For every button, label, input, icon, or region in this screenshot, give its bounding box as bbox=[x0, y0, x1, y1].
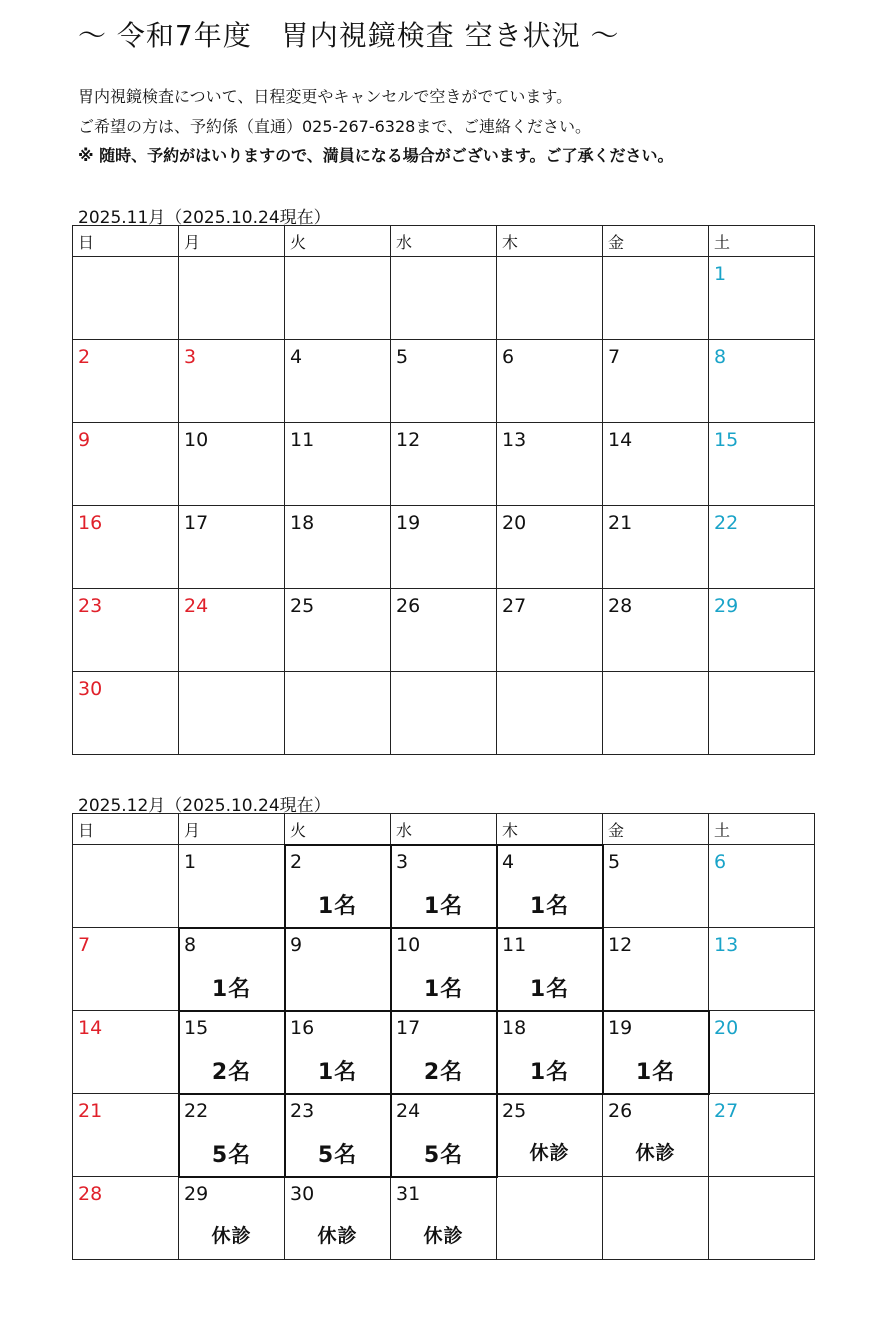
day-number: 11 bbox=[502, 934, 527, 956]
calendar-day-cell bbox=[285, 1177, 391, 1260]
weekday-header: 火 bbox=[285, 226, 391, 257]
calendar-day-cell bbox=[709, 1177, 815, 1260]
calendar-day-cell bbox=[73, 1094, 179, 1177]
weekday-header: 木 bbox=[497, 226, 603, 257]
day-number: 4 bbox=[502, 851, 515, 873]
weekday-header: 水 bbox=[391, 814, 497, 845]
calendar-day-cell bbox=[603, 257, 709, 340]
calendar-day-cell bbox=[709, 257, 815, 340]
day-number: 24 bbox=[184, 595, 209, 617]
calendar-november-caption: 2025.11月（2025.10.24現在） bbox=[78, 208, 331, 228]
calendar-day-cell bbox=[179, 589, 285, 672]
calendar-week-row bbox=[73, 672, 815, 755]
weekday-header: 日 bbox=[73, 814, 179, 845]
calendar-day-cell bbox=[603, 672, 709, 755]
calendar-day-cell bbox=[709, 1011, 815, 1094]
weekday-header: 金 bbox=[603, 814, 709, 845]
calendar-day-cell bbox=[179, 257, 285, 340]
weekday-header: 土 bbox=[709, 226, 815, 257]
calendar-day-cell bbox=[285, 845, 391, 928]
closed-label: 休診 bbox=[529, 1142, 570, 1164]
calendar-day-cell bbox=[285, 1094, 391, 1177]
calendar-day-cell bbox=[497, 1011, 603, 1094]
weekday-header: 金 bbox=[603, 226, 709, 257]
calendar-day-cell bbox=[285, 928, 391, 1011]
calendar-week-row bbox=[73, 506, 815, 589]
day-number: 21 bbox=[608, 512, 633, 534]
calendar-day-cell bbox=[179, 845, 285, 928]
day-number: 16 bbox=[78, 512, 103, 534]
calendar-day-cell bbox=[179, 672, 285, 755]
weekday-header: 月 bbox=[179, 814, 285, 845]
day-number: 3 bbox=[396, 851, 409, 873]
calendar-day-cell bbox=[391, 1094, 497, 1177]
day-number: 10 bbox=[184, 429, 209, 451]
available-slots: 1名 bbox=[317, 1060, 358, 1085]
calendar-november bbox=[72, 225, 815, 755]
calendar-day-cell bbox=[285, 340, 391, 423]
weekday-header-row bbox=[73, 226, 815, 257]
notice-line-2: ご希望の方は、予約係（直通）025-267-6328まで、ご連絡ください。 bbox=[78, 117, 592, 136]
day-number: 26 bbox=[396, 595, 421, 617]
day-number: 22 bbox=[184, 1100, 209, 1122]
available-slots: 5名 bbox=[423, 1143, 464, 1168]
weekday-header: 月 bbox=[179, 226, 285, 257]
calendar-week-row bbox=[73, 257, 815, 340]
calendar-day-cell bbox=[73, 589, 179, 672]
day-number: 5 bbox=[608, 851, 621, 873]
calendar-day-cell bbox=[285, 506, 391, 589]
day-number: 2 bbox=[290, 851, 303, 873]
weekday-header-row bbox=[73, 814, 815, 845]
day-number: 28 bbox=[608, 595, 633, 617]
day-number: 19 bbox=[396, 512, 421, 534]
calendar-day-cell bbox=[497, 845, 603, 928]
day-number: 1 bbox=[184, 851, 197, 873]
calendar-day-cell bbox=[179, 340, 285, 423]
calendar-day-cell bbox=[709, 845, 815, 928]
day-number: 6 bbox=[714, 851, 727, 873]
calendar-week-row bbox=[73, 589, 815, 672]
calendar-week-row bbox=[73, 1177, 815, 1260]
day-number: 17 bbox=[184, 512, 209, 534]
day-number: 10 bbox=[396, 934, 421, 956]
calendar-day-cell bbox=[709, 589, 815, 672]
calendar-day-cell bbox=[391, 1011, 497, 1094]
calendar-day-cell bbox=[285, 257, 391, 340]
calendar-week-row bbox=[73, 423, 815, 506]
weekday-header: 水 bbox=[391, 226, 497, 257]
calendar-day-cell bbox=[73, 928, 179, 1011]
calendar-day-cell bbox=[179, 1011, 285, 1094]
weekday-header: 土 bbox=[709, 814, 815, 845]
calendar-day-cell bbox=[603, 928, 709, 1011]
day-number: 20 bbox=[714, 1017, 739, 1039]
calendar-day-cell bbox=[391, 340, 497, 423]
calendar-day-cell bbox=[603, 1177, 709, 1260]
day-number: 15 bbox=[714, 429, 739, 451]
available-slots: 1名 bbox=[529, 1060, 570, 1085]
calendar-day-cell bbox=[709, 1094, 815, 1177]
calendar-day-cell bbox=[497, 672, 603, 755]
weekday-header: 火 bbox=[285, 814, 391, 845]
day-number: 11 bbox=[290, 429, 315, 451]
day-number: 7 bbox=[608, 346, 621, 368]
calendar-day-cell bbox=[73, 257, 179, 340]
calendar-day-cell bbox=[391, 1177, 497, 1260]
weekday-header: 木 bbox=[497, 814, 603, 845]
weekday-header: 日 bbox=[73, 226, 179, 257]
calendar-week-row bbox=[73, 1011, 815, 1094]
calendar-day-cell bbox=[603, 845, 709, 928]
available-slots: 1名 bbox=[211, 977, 252, 1002]
day-number: 9 bbox=[290, 934, 303, 956]
day-number: 29 bbox=[714, 595, 739, 617]
calendar-day-cell bbox=[603, 423, 709, 506]
day-number: 31 bbox=[396, 1183, 421, 1205]
day-number: 20 bbox=[502, 512, 527, 534]
calendar-day-cell bbox=[709, 506, 815, 589]
calendar-december-caption: 2025.12月（2025.10.24現在） bbox=[78, 796, 331, 816]
calendar-day-cell bbox=[709, 423, 815, 506]
day-number: 26 bbox=[608, 1100, 633, 1122]
day-number: 2 bbox=[78, 346, 91, 368]
calendar-day-cell bbox=[391, 672, 497, 755]
calendar-day-cell bbox=[285, 1011, 391, 1094]
day-number: 25 bbox=[502, 1100, 527, 1122]
calendar-day-cell bbox=[285, 589, 391, 672]
day-number: 3 bbox=[184, 346, 197, 368]
calendar-day-cell bbox=[497, 928, 603, 1011]
day-number: 14 bbox=[608, 429, 633, 451]
calendar-day-cell bbox=[709, 672, 815, 755]
day-number: 18 bbox=[290, 512, 315, 534]
day-number: 28 bbox=[78, 1183, 103, 1205]
day-number: 21 bbox=[78, 1100, 103, 1122]
calendar-day-cell bbox=[603, 506, 709, 589]
calendar-day-cell bbox=[73, 423, 179, 506]
day-number: 4 bbox=[290, 346, 303, 368]
calendar-day-cell bbox=[73, 1011, 179, 1094]
day-number: 8 bbox=[184, 934, 197, 956]
day-number: 27 bbox=[502, 595, 527, 617]
day-number: 18 bbox=[502, 1017, 527, 1039]
day-number: 13 bbox=[714, 934, 739, 956]
calendar-day-cell bbox=[497, 506, 603, 589]
day-number: 17 bbox=[396, 1017, 421, 1039]
available-slots: 1名 bbox=[635, 1060, 676, 1085]
notice-line-1: 胃内視鏡検査について、日程変更やキャンセルで空きがでています。 bbox=[78, 87, 573, 106]
calendar-day-cell bbox=[497, 1094, 603, 1177]
calendar-day-cell bbox=[73, 340, 179, 423]
available-slots: 2名 bbox=[211, 1060, 252, 1085]
calendar-day-cell bbox=[391, 589, 497, 672]
calendar-day-cell bbox=[497, 257, 603, 340]
calendar-day-cell bbox=[391, 845, 497, 928]
day-number: 30 bbox=[78, 678, 103, 700]
calendar-day-cell bbox=[73, 1177, 179, 1260]
closed-label: 休診 bbox=[423, 1225, 464, 1247]
closed-label: 休診 bbox=[317, 1225, 358, 1247]
calendar-day-cell bbox=[497, 1177, 603, 1260]
closed-label: 休診 bbox=[635, 1142, 676, 1164]
calendar-day-cell bbox=[179, 1094, 285, 1177]
calendar-day-cell bbox=[391, 928, 497, 1011]
calendar-week-row bbox=[73, 340, 815, 423]
day-number: 6 bbox=[502, 346, 515, 368]
day-number: 23 bbox=[78, 595, 103, 617]
calendar-day-cell bbox=[285, 423, 391, 506]
day-number: 30 bbox=[290, 1183, 315, 1205]
calendar-week-row bbox=[73, 845, 815, 928]
available-slots: 5名 bbox=[317, 1143, 358, 1168]
day-number: 23 bbox=[290, 1100, 315, 1122]
available-slots: 1名 bbox=[529, 894, 570, 919]
day-number: 27 bbox=[714, 1100, 739, 1122]
day-number: 1 bbox=[714, 263, 727, 285]
closed-label: 休診 bbox=[211, 1225, 252, 1247]
calendar-day-cell bbox=[73, 506, 179, 589]
calendar-day-cell bbox=[603, 1094, 709, 1177]
day-number: 13 bbox=[502, 429, 527, 451]
calendar-day-cell bbox=[497, 340, 603, 423]
calendar-day-cell bbox=[73, 845, 179, 928]
day-number: 14 bbox=[78, 1017, 103, 1039]
notice-warning: ※ 随時、予約がはいりますので、満員になる場合がございます。ご了承ください。 bbox=[78, 146, 674, 165]
calendar-day-cell bbox=[179, 423, 285, 506]
calendar-day-cell bbox=[603, 340, 709, 423]
day-number: 5 bbox=[396, 346, 409, 368]
page-title: ～ 令和7年度 胃内視鏡検査 空き状況 ～ bbox=[78, 19, 620, 52]
calendar-week-row bbox=[73, 928, 815, 1011]
day-number: 8 bbox=[714, 346, 727, 368]
calendar-day-cell bbox=[179, 1177, 285, 1260]
day-number: 16 bbox=[290, 1017, 315, 1039]
calendar-day-cell bbox=[391, 423, 497, 506]
available-slots: 1名 bbox=[529, 977, 570, 1002]
calendar-day-cell bbox=[179, 506, 285, 589]
calendar-day-cell bbox=[497, 423, 603, 506]
day-number: 24 bbox=[396, 1100, 421, 1122]
day-number: 12 bbox=[608, 934, 633, 956]
day-number: 12 bbox=[396, 429, 421, 451]
day-number: 25 bbox=[290, 595, 315, 617]
calendar-day-cell bbox=[709, 340, 815, 423]
calendar-day-cell bbox=[709, 928, 815, 1011]
day-number: 15 bbox=[184, 1017, 209, 1039]
calendar-december bbox=[72, 813, 815, 1260]
day-number: 29 bbox=[184, 1183, 209, 1205]
calendar-day-cell bbox=[391, 257, 497, 340]
day-number: 9 bbox=[78, 429, 91, 451]
day-number: 22 bbox=[714, 512, 739, 534]
calendar-day-cell bbox=[603, 589, 709, 672]
available-slots: 1名 bbox=[317, 894, 358, 919]
available-slots: 5名 bbox=[211, 1143, 252, 1168]
available-slots: 1名 bbox=[423, 894, 464, 919]
calendar-day-cell bbox=[603, 1011, 709, 1094]
calendar-week-row bbox=[73, 1094, 815, 1177]
calendar-day-cell bbox=[285, 672, 391, 755]
calendar-day-cell bbox=[391, 506, 497, 589]
day-number: 7 bbox=[78, 934, 91, 956]
available-slots: 2名 bbox=[423, 1060, 464, 1085]
available-slots: 1名 bbox=[423, 977, 464, 1002]
calendar-day-cell bbox=[73, 672, 179, 755]
calendar-day-cell bbox=[179, 928, 285, 1011]
calendar-day-cell bbox=[497, 589, 603, 672]
day-number: 19 bbox=[608, 1017, 633, 1039]
